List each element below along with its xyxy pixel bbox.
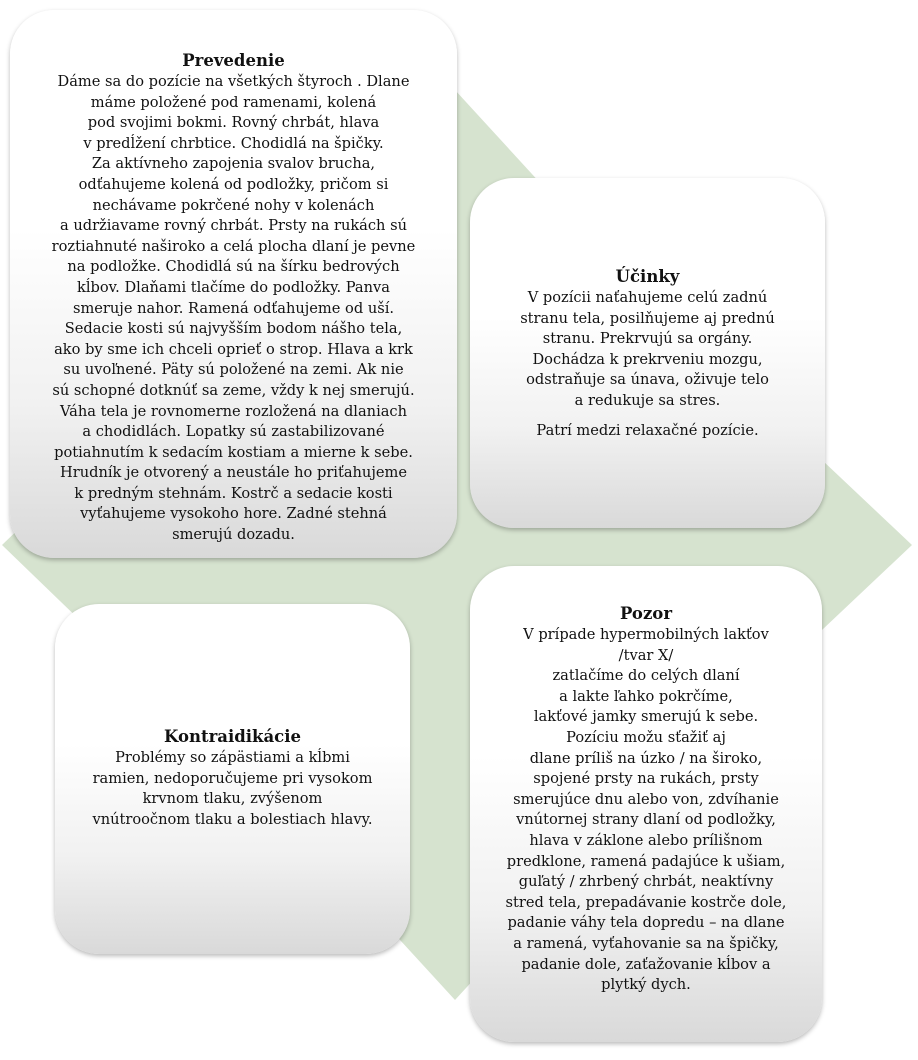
ucinky-text	[470, 288, 825, 412]
text-line: na podložke. Chodidlá sú na šírku bedrových	[67, 258, 400, 276]
text-line: ako by sme ich chceli oprieť o strop. Hlava a krk	[54, 340, 413, 358]
text-line: guľatý / zhrbený chrbát, neaktívny	[518, 873, 774, 891]
text-line: v predĺžení chrbtice. Chodidlá na špičky.	[83, 134, 384, 152]
text-line: smerujúce dnu alebo von, zdvíhanie	[513, 790, 779, 808]
text-line: dlane príliš na úzko / na široko,	[529, 749, 763, 767]
ucinky-box	[470, 178, 825, 528]
kontraindikacie-box	[55, 604, 410, 954]
text-line: odťahujeme kolená od podložky, pričom si	[78, 175, 389, 193]
text-line: vnútornej strany dlaní od podložky,	[516, 811, 776, 829]
text-line: Sedacie kosti sú najvyšším bodom nášho tela,	[64, 320, 403, 338]
text-line: Za aktívneho zapojenia svalov brucha,	[91, 155, 376, 173]
text-line: /tvar X/	[618, 646, 674, 664]
text-line: padanie váhy tela dopredu – na dlane	[507, 914, 785, 932]
text-line: Pozíciu možu sťažiť aj	[566, 728, 726, 746]
text-line: ramien, nedoporučujeme pri vysokom	[92, 769, 373, 787]
text-line: Problémy so zápästiami a kĺbmi	[115, 749, 350, 766]
kontraindikacie-text	[55, 748, 410, 830]
text-line: lakťové jamky smerujú k sebe.	[533, 708, 759, 726]
text-line: Hrudník je otvorený a neustále ho priťahujeme	[60, 464, 407, 482]
text-line: máme položené pod ramenami, kolená	[90, 93, 377, 111]
ucinky-extra: Patrí medzi relaxačné pozície.	[536, 421, 759, 439]
text-line: a chodidlách. Lopatky sú zastabilizované	[82, 423, 385, 441]
text-line: hlava v záklone alebo prílišnom	[529, 831, 763, 849]
text-line: smeruje nahor. Ramená odťahujeme od uší.	[72, 299, 395, 317]
prevedenie-box	[10, 10, 457, 558]
text-line: a ramená, vyťahovanie sa na špičky,	[513, 934, 779, 952]
text-line: stred tela, prepadávanie kostrče dole,	[505, 893, 787, 911]
ucinky-title: Účinky	[615, 267, 680, 286]
text-line: Dochádza k prekrveniu mozgu,	[532, 350, 763, 368]
text-line: su uvoľnené. Päty sú položené na zemi. Ak nie	[63, 361, 404, 379]
text-line: padanie dole, zaťažovanie kĺbov a	[521, 955, 771, 973]
text-line: a lakte ľahko pokrčíme,	[559, 687, 733, 705]
text-line: kĺbov. Dlaňami tlačíme do podložky. Panva	[77, 278, 390, 296]
text-line: krvnom tlaku, zvýšenom	[142, 790, 323, 808]
text-line: roztiahnuté naširoko a celá plocha dlaní je pevne	[51, 237, 416, 255]
text-line: stranu tela, posilňujeme aj prednú	[520, 309, 775, 327]
text-line: zatlačíme do celých dlaní	[552, 667, 740, 685]
text-line: k predným stehnám. Kostrč a sedacie kosti	[74, 484, 393, 502]
text-line: odstraňuje sa únava, oživuje telo	[526, 371, 769, 389]
text-line: Váha tela je rovnomerne rozložená na dlaniach	[59, 402, 408, 420]
text-line: a redukuje sa stres.	[574, 391, 721, 409]
prevedenie-title: Prevedenie	[182, 51, 285, 70]
text-line: nechávame pokrčené nohy v kolenách	[92, 196, 375, 214]
pozor-title: Pozor	[619, 604, 673, 623]
pozor-text	[470, 625, 822, 996]
text-line: pod svojimi bokmi. Rovný chrbát, hlava	[87, 114, 380, 132]
text-line: potiahnutím k sedacím kostiam a mierne k sebe.	[54, 443, 413, 461]
pozor-box	[470, 566, 822, 1042]
text-line: V pozícii naťahujeme celú zadnú	[527, 289, 768, 306]
text-line: a udržiavame rovný chrbát. Prsty na rukách sú	[60, 217, 407, 235]
kontraindikacie-title: Kontraidikácie	[164, 727, 301, 746]
text-line: predklone, ramená padajúce k ušiam,	[506, 852, 786, 870]
text-line: vyťahujeme vysokoho hore. Zadné stehná	[80, 505, 387, 523]
text-line: V prípade hypermobilných lakťov	[523, 626, 769, 643]
text-line: spojené prsty na rukách, prsty	[533, 770, 759, 788]
prevedenie-text	[10, 72, 457, 546]
text-line: stranu. Prekrvujú sa orgány.	[542, 330, 753, 348]
text-line: vnútroočnom tlaku a bolestiach hlavy.	[92, 810, 373, 828]
text-line: plytký dych.	[601, 976, 691, 994]
text-line: smerujú dozadu.	[172, 526, 295, 544]
text-line: Dáme sa do pozície na všetkých štyroch . Dlane	[57, 73, 410, 90]
text-line: sú schopné dotknúť sa zeme, vždy k nej smerujú.	[52, 381, 415, 399]
